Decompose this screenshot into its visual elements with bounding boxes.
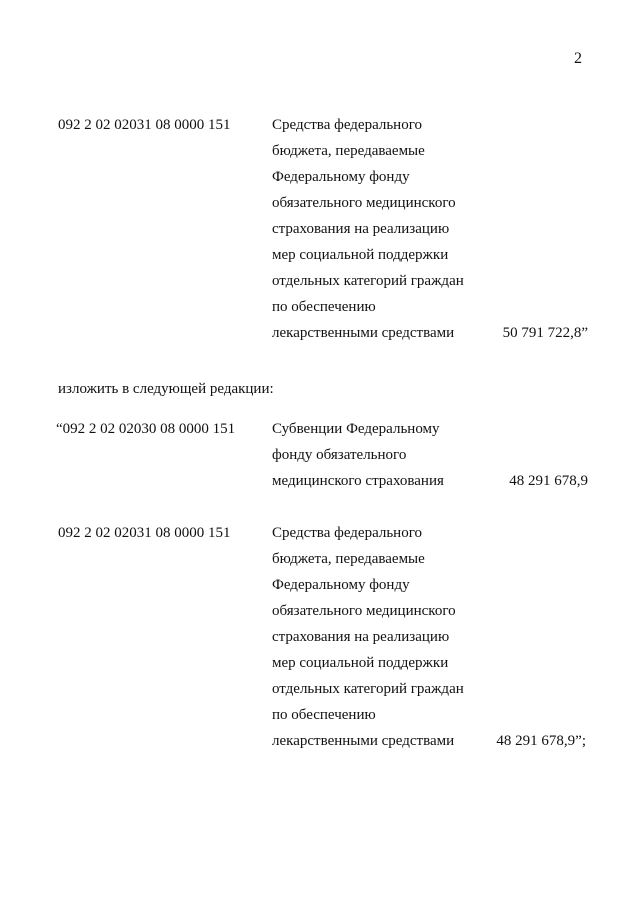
description-line: по обеспечению [272, 299, 376, 315]
description-line: отдельных категорий граждан [272, 681, 464, 697]
description-line: медицинского страхования [272, 473, 444, 489]
description-line: Субвенции Федеральному [272, 421, 440, 437]
description-line: бюджета, передаваемые [272, 551, 425, 567]
description-line: лекарственными средствами [272, 733, 455, 749]
budget-code: 092 2 02 02031 08 0000 151 [58, 525, 231, 541]
description-line: бюджета, передаваемые [272, 143, 425, 159]
budget-amount: 50 791 722,8” [502, 325, 588, 341]
description-line: страхования на реализацию [272, 221, 450, 237]
budget-code: 092 2 02 02031 08 0000 151 [58, 117, 231, 133]
description-line: отдельных категорий граждан [272, 273, 464, 289]
description-line: обязательного медицинского [272, 603, 456, 619]
description-line: фонду обязательного [272, 447, 407, 463]
description-line: обязательного медицинского [272, 195, 456, 211]
budget-code: “092 2 02 02030 08 0000 151 [56, 421, 236, 437]
budget-entry-new-1 [58, 416, 588, 494]
budget-amount: 48 291 678,9”; [496, 733, 586, 749]
description-line: Средства федерального [272, 117, 422, 133]
budget-entry-new-2 [58, 520, 588, 754]
description-line: Федеральному фонду [272, 577, 410, 593]
description-line: Средства федерального [272, 525, 422, 541]
description-line: мер социальной поддержки [272, 655, 449, 671]
description-line: по обеспечению [272, 707, 376, 723]
budget-amount: 48 291 678,9 [509, 473, 588, 489]
budget-description [272, 416, 492, 494]
description-line: Федеральному фонду [272, 169, 410, 185]
intro-text: изложить в следующей редакции: [58, 381, 274, 397]
description-line: мер социальной поддержки [272, 247, 449, 263]
description-line: лекарственными средствами [272, 325, 455, 341]
page-number: 2 [574, 50, 582, 67]
description-line: страхования на реализацию [272, 629, 450, 645]
budget-entry-old [58, 112, 588, 346]
budget-description [272, 112, 492, 346]
budget-description [272, 520, 492, 754]
